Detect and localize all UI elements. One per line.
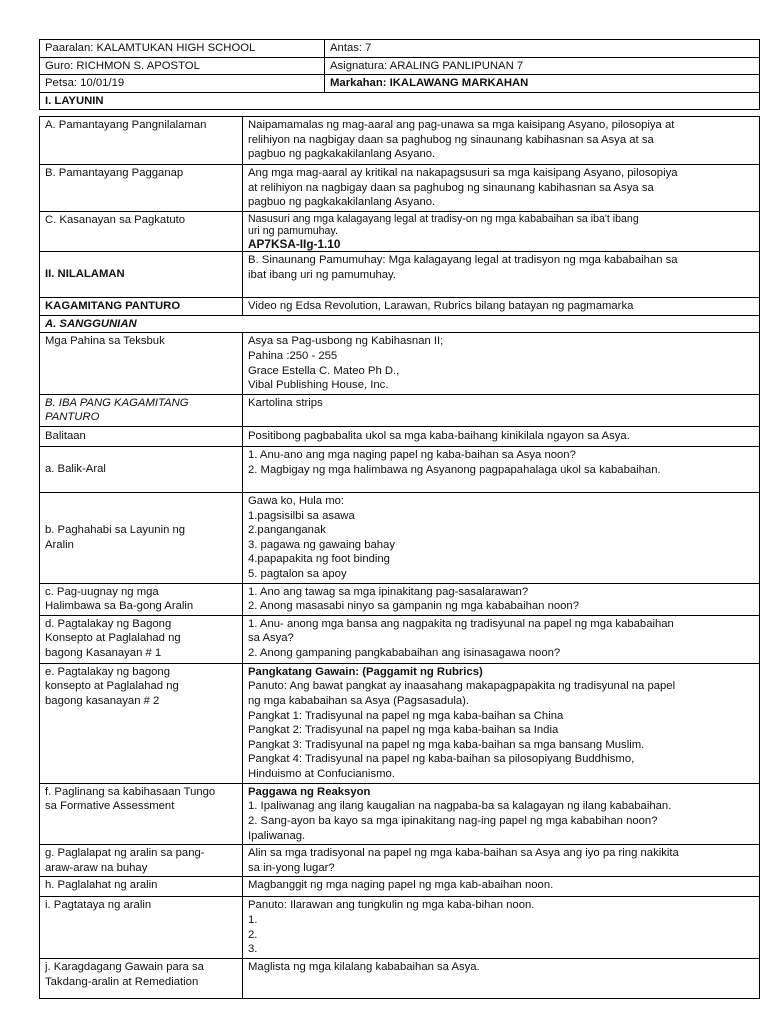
table-row: [40, 493, 760, 584]
row-label: II. NILALAMAN: [40, 252, 243, 298]
row-content: 1. Anu-ano ang mga naging papel ng kaba-baihan sa Asya noon? 2. Magbigay ng mga halimbawa ng Asyanong pagpapahalaga ukol sa kababaihan.: [243, 447, 760, 493]
row-label: c. Pag-uugnay ng mga Halimbawa sa Ba-gong Aralin: [40, 583, 243, 615]
row-label: A. Pamantayang Pangnilalaman: [40, 117, 243, 165]
row-label: e. Pagtalakay ng bagong konsepto at Paglalahad ng bagong kasanayan # 2: [40, 663, 243, 783]
lesson-table: [39, 116, 760, 999]
layunin-heading: I. LAYUNIN: [40, 92, 760, 110]
competency-code: AP7KSA-IIg-1.10: [248, 236, 341, 251]
row-content: Kartolina strips: [243, 394, 760, 426]
header-table: [39, 39, 760, 110]
table-row: [40, 663, 760, 783]
row-content: Paggawa ng Reaksyon 1. Ipaliwanag ang ilang kaugalian na nagpaba-ba sa kalagayan ng ilang kababaihan. 2. Sang-ayon ba kayo sa mga ipinakitang nag-ing papel ng mga kababihan noon? Ipaliwanag.: [243, 783, 760, 844]
table-row: [40, 583, 760, 615]
table-row: [40, 959, 760, 999]
row-content: Ang mga mag-aaral ay kritikal na nakapagsusuri sa mga kaisipang Asyano, pilosopiya at relihiyon na nagbigay daan sa paghubog ng sinaunang kabihasnan sa Asya sa pagbuo ng pagkakakilanlang Asyano.: [243, 165, 760, 212]
row-content: 1. Anu- anong mga bansa ang nagpakita ng tradisyunal na papel ng mga kababaihan sa Asya? 2. Anong gampaning pangkababaihan ang isinasagawa noon?: [243, 615, 760, 663]
row-content: 1. Ano ang tawag sa mga ipinakitang pag-sasalarawan? 2. Anong masasabi ninyo sa gampanin ng mga kababaihan noon?: [243, 583, 760, 615]
asignatura-cell: Asignatura: ARALING PANLIPUNAN 7: [325, 57, 760, 75]
row-content: Asya sa Pag-usbong ng Kabihasnan II; Pahina :250 - 255 Grace Estella C. Mateo Ph D., Vibal Publishing House, Inc.: [243, 333, 760, 394]
row-label: Balitaan: [40, 427, 243, 447]
row-content: Pangkatang Gawain: (Paggamit ng Rubrics) Panuto: Ang bawat pangkat ay inaasahang makapagpapakita ng tradisyunal na papel ng mga kababaihan sa Asya (Pagsasadula). Pangkat 1: Tradisyunal na papel ng mga kaba-baihan sa China Pangkat 2: Tradisyunal na papel ng mga kaba-baihan sa India Pangkat 3: Tradisyunal na papel ng mga kaba-baihan sa mga bansang Muslim. Pangkat 4: Tradisyunal na papel ng kaba-baihan sa pilosopiyang Buddhismo, Hinduismo at Confucianismo.: [243, 663, 760, 783]
table-row: [40, 845, 760, 877]
antas-cell: Antas: 7: [325, 40, 760, 58]
table-row: [40, 427, 760, 447]
table-row: [40, 298, 760, 316]
petsa-cell: Petsa: 10/01/19: [40, 75, 325, 93]
row-label: h. Paglalahat ng aralin: [40, 877, 243, 897]
row-label: Mga Pahina sa Teksbuk: [40, 333, 243, 394]
row-label: j. Karagdagang Gawain para sa Takdang-aralin at Remediation: [40, 959, 243, 999]
row-label: d. Pagtalakay ng Bagong Konsepto at Paglalahad ng bagong Kasanayan # 1: [40, 615, 243, 663]
row-content: Alin sa mga tradisyonal na papel ng mga kaba-baihan sa Asya ang iyo pa ring nakikita sa in-yong lugar?: [243, 845, 760, 877]
table-row: [40, 877, 760, 897]
table-row: [40, 211, 760, 252]
markahan-cell: Markahan: IKALAWANG MARKAHAN: [325, 75, 760, 93]
row-label: C. Kasanayan sa Pagkatuto: [40, 211, 243, 252]
row-content: Gawa ko, Hula mo: 1.pagsisilbi sa asawa 2.panganganak 3. pagawa ng gawaing bahay 4.papapakita ng foot binding 5. pagtalon sa apoy: [243, 493, 760, 584]
table-row: [40, 394, 760, 426]
row-content: Magbanggit ng mga naging papel ng mga kab-abaihan noon.: [243, 877, 760, 897]
row-label: g. Paglalapat ng aralin sa pang- araw-araw na buhay: [40, 845, 243, 877]
table-row: [40, 897, 760, 959]
row-content: Positibong pagbabalita ukol sa mga kaba-baihang kinikilala ngayon sa Asya.: [243, 427, 760, 447]
table-row: [40, 783, 760, 844]
row-label: KAGAMITANG PANTURO: [40, 298, 243, 316]
row-label: b. Paghahabi sa Layunin ng Aralin: [40, 493, 243, 584]
table-row: [40, 117, 760, 165]
row-label: f. Paglinang sa kabihasaan Tungo sa Formative Assessment: [40, 783, 243, 844]
table-row: [40, 447, 760, 493]
row-label: B. IBA PANG KAGAMITANG PANTURO: [40, 394, 243, 426]
guro-cell: Guro: RICHMON S. APOSTOL: [40, 57, 325, 75]
table-row: [40, 333, 760, 394]
table-row: [40, 252, 760, 298]
row-content: Maglista ng mga kilalang kababaihan sa Asya.: [243, 959, 760, 999]
table-row: [40, 165, 760, 212]
row-label: i. Pagtataya ng aralin: [40, 897, 243, 959]
section-heading: A. SANGGUNIAN: [40, 315, 760, 333]
row-label: B. Pamantayang Pagganap: [40, 165, 243, 212]
row-label: a. Balik-Aral: [40, 447, 243, 493]
paaralan-cell: Paaralan: KALAMTUKAN HIGH SCHOOL: [40, 40, 325, 58]
row-content: Panuto: Ilarawan ang tungkulin ng mga kaba-bihan noon. 1. 2. 3.: [243, 897, 760, 959]
table-row: [40, 615, 760, 663]
row-content: Nasusuri ang mga kalagayang legal at tradisy-on ng mga kababaihan sa iba't ibang uri ng pamumuhay. AP7KSA-IIg-1.10: [243, 211, 760, 252]
row-content: B. Sinaunang Pamumuhay: Mga kalagayang legal at tradisyon ng mga kababaihan sa ibat ibang uri ng pamumuhay.: [243, 252, 760, 298]
row-content: Video ng Edsa Revolution, Larawan, Rubrics bilang batayan ng pagmamarka: [243, 298, 760, 316]
table-row: [40, 315, 760, 333]
row-content: Naipamamalas ng mag-aaral ang pag-unawa sa mga kaisipang Asyano, pilosopiya at relihiyon na nagbigay daan sa paghubog ng sinaunang kabihasnan sa Asya at sa pagbuo ng pagkakakilanlang Asyano.: [243, 117, 760, 165]
